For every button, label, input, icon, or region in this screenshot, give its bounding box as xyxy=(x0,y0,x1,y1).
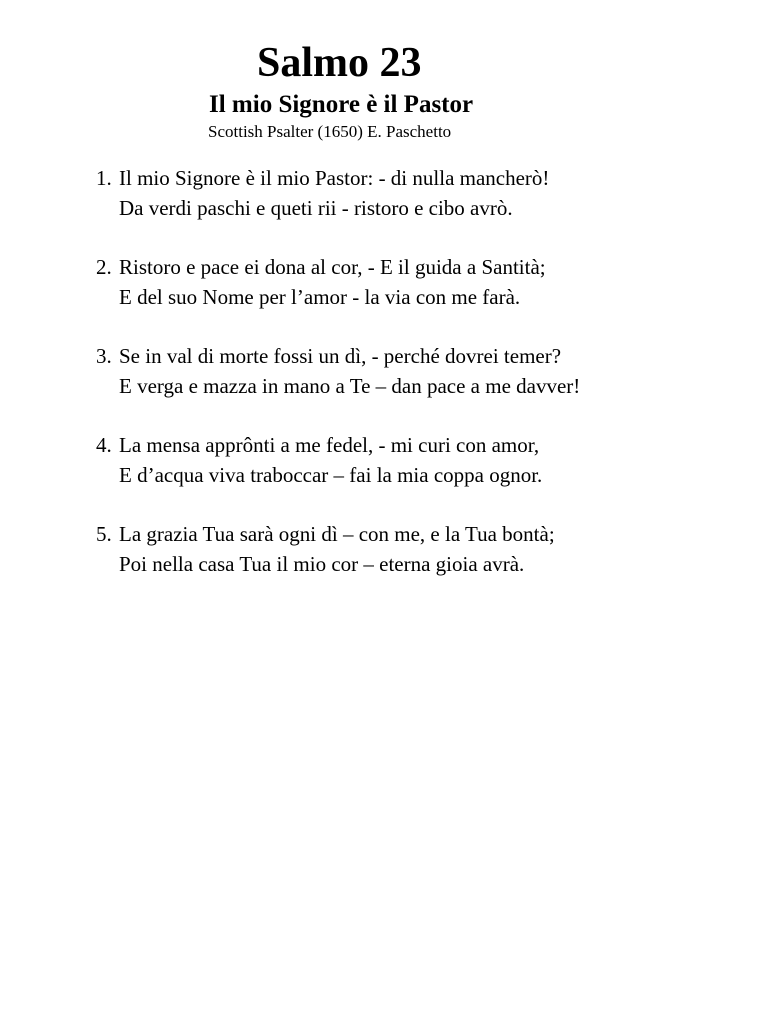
verse-line: La grazia Tua sarà ogni dì – con me, e la Tua bontà; xyxy=(119,522,555,546)
verse-line: E d’acqua viva traboccar – fai la mia coppa ognor. xyxy=(119,463,543,487)
verse-line: La mensa apprônti a me fedel, - mi curi con amor, xyxy=(119,433,540,457)
verse-line: E verga e mazza in mano a Te – dan pace a me davver! xyxy=(119,374,581,398)
verse-number: 3. xyxy=(96,344,112,368)
verse-line: Se in val di morte fossi un dì, - perché dovrei temer? xyxy=(119,344,562,368)
verse-number: 1. xyxy=(96,166,112,190)
verse-line: Il mio Signore è il mio Pastor: - di nulla mancherò! xyxy=(119,166,550,190)
verse-line: Poi nella casa Tua il mio cor – eterna gioia avrà. xyxy=(119,552,525,576)
page-title: Salmo 23 xyxy=(257,40,422,86)
verse-3 xyxy=(96,341,756,401)
verse-line: E del suo Nome per l’amor - la via con me farà. xyxy=(119,285,521,309)
verse-line: Da verdi paschi e queti rii - ristoro e cibo avrò. xyxy=(119,196,513,220)
verse-number: 4. xyxy=(96,433,112,457)
hymn-subtitle: Il mio Signore è il Pastor xyxy=(209,91,474,118)
verse-4 xyxy=(96,430,756,490)
verse-number: 2. xyxy=(96,255,112,279)
verse-2 xyxy=(96,252,756,312)
hymn-credit: Scottish Psalter (1650) E. Paschetto xyxy=(208,122,452,141)
verse-list xyxy=(96,163,756,608)
verse-1 xyxy=(96,163,756,223)
verse-5 xyxy=(96,519,756,579)
verse-line: Ristoro e pace ei dona al cor, - E il guida a Santità; xyxy=(119,255,546,279)
verse-number: 5. xyxy=(96,522,112,546)
